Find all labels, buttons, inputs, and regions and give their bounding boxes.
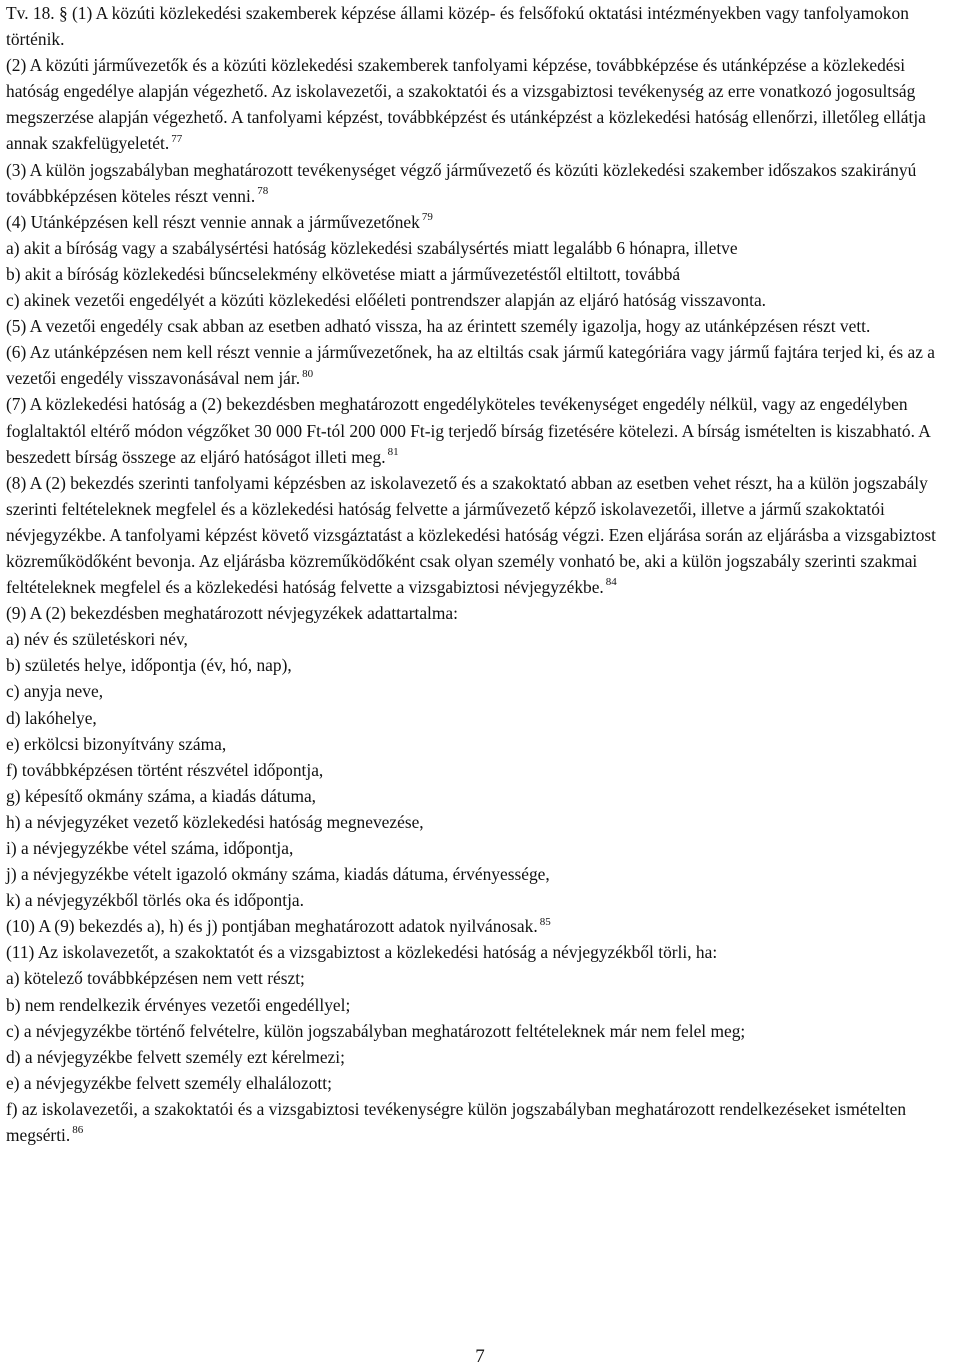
paragraph-text: Tv. 18. § (1) A közúti közlekedési szakemberek képzése állami közép- és felsőfokú oktatási intézményekben vagy tanfolyamokon történik. xyxy=(6,3,909,50)
paragraph xyxy=(6,600,958,626)
paragraph-text: (2) A közúti járművezetők és a közúti közlekedési szakemberek tanfolyami képzése, továbbképzése és utánképzése a közlekedési hatóság engedélye alapján végezhető. Az iskolavezetői, a szakoktatói és a vizsgabiztosi tevékenység az erre vonatkozó jogosultság megszerzése alapján végezhető. A tanfolyami képzést, továbbképzést és utánképzést a közlekedési hatóság ellenőrzi, illetőleg ellátja annak szakfelügyeletét. xyxy=(6,55,926,154)
page-number: 7 xyxy=(475,1346,485,1367)
footnote-reference: 86 xyxy=(72,1124,84,1137)
paragraph xyxy=(6,861,958,887)
paragraph-text: a) akit a bíróság vagy a szabálysértési hatóság közlekedési szabálysértés miatt legalább 6 hónapra, illetve xyxy=(6,237,738,258)
paragraph xyxy=(6,313,958,339)
paragraph-text: f) továbbképzésen történt részvétel időpontja, xyxy=(6,759,324,780)
paragraph-text: (11) Az iskolavezetőt, a szakoktatót és a vizsgabiztost a közlekedési hatóság a névjegyzékből törli, ha: xyxy=(6,942,718,963)
paragraph-text: a) név és születéskori név, xyxy=(6,629,188,650)
paragraph xyxy=(6,913,958,939)
paragraph xyxy=(6,470,958,600)
footnote-reference: 77 xyxy=(171,132,183,145)
paragraph xyxy=(6,339,958,391)
paragraph-text: k) a névjegyzékből törlés oka és időpontja. xyxy=(6,890,304,911)
paragraph xyxy=(6,965,958,991)
paragraph xyxy=(6,287,958,313)
paragraph-text: (4) Utánképzésen kell részt vennie annak a járművezetőnek xyxy=(6,211,420,232)
footnote-reference: 78 xyxy=(257,184,269,197)
paragraph xyxy=(6,757,958,783)
paragraph xyxy=(6,731,958,757)
paragraph xyxy=(6,652,958,678)
paragraph-text: c) anyja neve, xyxy=(6,681,104,702)
footnote-reference: 81 xyxy=(387,445,399,458)
paragraph-text: i) a névjegyzékbe vétel száma, időpontja, xyxy=(6,838,294,858)
paragraph xyxy=(6,52,958,156)
paragraph-text: c) akinek vezetői engedélyét a közúti közlekedési előéleti pontrendszer alapján az eljáró hatóság visszavonta. xyxy=(6,290,767,311)
footnote-reference: 85 xyxy=(539,915,551,928)
paragraph-text: (9) A (2) bekezdésben meghatározott névjegyzékek adattartalma: xyxy=(6,603,458,624)
paragraph xyxy=(6,1044,958,1070)
paragraph-text: d) lakóhelye, xyxy=(6,707,97,728)
paragraph-text: (5) A vezetői engedély csak abban az esetben adható vissza, ha az érintett személy igazolja, hogy az utánképzésen részt vett. xyxy=(6,316,871,337)
paragraph xyxy=(6,209,958,235)
paragraph xyxy=(6,261,958,287)
paragraph-text: e) a névjegyzékbe felvett személy elhalálozott; xyxy=(6,1072,332,1093)
paragraph xyxy=(6,1018,958,1044)
paragraph-text: b) akit a bíróság közlekedési bűncselekmény elkövetése miatt a járművezetéstől eltiltott, továbbá xyxy=(6,263,681,284)
paragraph xyxy=(6,783,958,809)
paragraph-text: h) a névjegyzéket vezető közlekedési hatóság megnevezése, xyxy=(6,811,424,832)
paragraph-text: c) a névjegyzékbe történő felvételre, külön jogszabályban meghatározott feltételeknek már nem felel meg; xyxy=(6,1020,746,1041)
footnote-reference: 79 xyxy=(421,211,433,224)
paragraph xyxy=(6,157,958,209)
paragraph-text: f) az iskolavezetői, a szakoktatói és a vizsgabiztosi tevékenységre külön jogszabályban meghatározott rendelkezéseket ismételten megsérti. xyxy=(6,1098,907,1146)
paragraph-text: (8) A (2) bekezdés szerinti tanfolyami képzésben az iskolavezető és a szakoktató abban az esetben vehet részt, ha a külön jogszabály szerinti feltételeknek megfelel és a közlekedési hatóság felvette a járművezető képző iskolavezetői, illetve a jármű szakoktatói névjegyzékbe. A tanfolyami képzést követő vizsgáztatást a közlekedési hatóság végzi. Ezen eljárása során az eljárásba a vizsgabiztost közreműködőként bevonja. Az eljárásba közreműködőként csak olyan személy vonható be, aki a külön jogszabály szerinti szakmai feltételeknek megfelel és a közlekedési hatóság felvette a vizsgabiztosi névjegyzékbe. xyxy=(6,472,937,598)
paragraph xyxy=(6,992,958,1018)
paragraph xyxy=(6,0,958,52)
document-body xyxy=(6,0,958,1148)
paragraph xyxy=(6,809,958,835)
paragraph xyxy=(6,1070,958,1096)
paragraph xyxy=(6,1096,958,1148)
footnote-reference: 80 xyxy=(302,367,314,380)
paragraph-text: (10) A (9) bekezdés a), h) és j) pontjában meghatározott adatok nyilvánosak. xyxy=(6,916,538,937)
paragraph-text: (7) A közlekedési hatóság a (2) bekezdésben meghatározott engedélyköteles tevékenységet engedély nélkül, vagy az engedélyben foglaltaktól eltérő módon végzőket 30 000 Ft-tól 200 000 Ft-ig terjedő bírság fizetésére kötelezi. A bírság ismételten is kiszabható. A beszedett bírság összege az eljáró hatóságot illeti meg. xyxy=(6,394,930,467)
paragraph-text: (3) A külön jogszabályban meghatározott tevékenységet végző járművezető és közúti közlekedési szakember időszakos szakirányú továbbképzésen köteles részt venni. xyxy=(6,159,917,206)
paragraph xyxy=(6,705,958,731)
paragraph-text: b) nem rendelkezik érvényes vezetői engedéllyel; xyxy=(6,994,351,1015)
paragraph xyxy=(6,835,958,861)
paragraph xyxy=(6,678,958,704)
paragraph-text: b) születés helye, időpontja (év, hó, nap), xyxy=(6,655,292,676)
footnote-reference: 84 xyxy=(605,576,617,589)
paragraph xyxy=(6,626,958,652)
paragraph-text: (6) Az utánképzésen nem kell részt vennie a járművezetőnek, ha az eltiltás csak jármű kategóriára vagy jármű fajtára terjed ki, és az a vezetői engedély visszavonásával nem jár. xyxy=(6,342,935,389)
paragraph-text: g) képesítő okmány száma, a kiadás dátuma, xyxy=(6,785,317,806)
paragraph-text: d) a névjegyzékbe felvett személy ezt kérelmezi; xyxy=(6,1046,345,1067)
paragraph-text: e) erkölcsi bizonyítvány száma, xyxy=(6,733,227,754)
paragraph xyxy=(6,887,958,913)
paragraph xyxy=(6,235,958,261)
paragraph xyxy=(6,391,958,469)
paragraph-text: j) a névjegyzékbe vételt igazoló okmány száma, kiadás dátuma, érvényessége, xyxy=(6,864,550,885)
paragraph xyxy=(6,939,958,965)
paragraph-text: a) kötelező továbbképzésen nem vett részt; xyxy=(6,968,305,989)
